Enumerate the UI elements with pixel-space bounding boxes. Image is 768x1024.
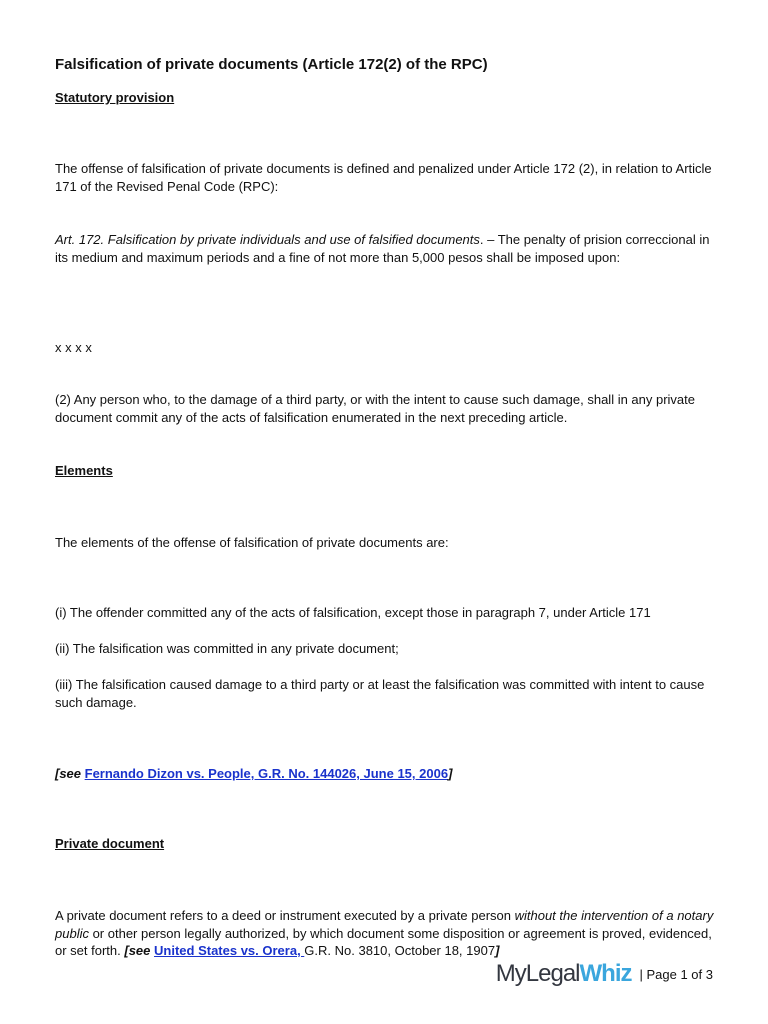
citation-close-bracket: ]: [448, 766, 453, 781]
element-item-3: (iii) The falsification caused damage to a third party or at least the falsification was committed with intent to cause such damage.: [55, 677, 705, 710]
orera-citation-rest: G.R. No. 3810, October 18, 1907: [304, 943, 496, 958]
element-item-1: (i) The offender committed any of the acts of falsification, except those in paragraph 7, under Article 171: [55, 605, 651, 620]
logo-legal-text: Legal: [525, 960, 580, 987]
private-document-paragraph: [55, 907, 720, 960]
document-page: [55, 0, 720, 1024]
omission-marker: x x x x: [55, 340, 92, 355]
page-footer: [496, 960, 713, 988]
mylegalwhiz-logo: [496, 960, 632, 988]
clause-2-paragraph: (2) Any person who, to the damage of a third party, or with the intent to cause such damage, shall in any private document commit any of the acts of falsification enumerated in the next preceding article.: [55, 392, 696, 425]
article-172-paragraph: [55, 231, 720, 266]
page-number: | Page 1 of 3: [639, 966, 713, 982]
elements-citation: [55, 765, 720, 783]
elements-intro-paragraph: The elements of the offense of falsification of private documents are:: [55, 535, 449, 550]
heading-private-document: Private document: [55, 836, 165, 851]
heading-statutory-provision: Statutory provision: [55, 90, 175, 105]
statutory-intro-paragraph: The offense of falsification of private documents is defined and penalized under Article 172 (2), in relation to Article 171 of the Revised Penal Code (RPC):: [55, 161, 712, 194]
logo-my-text: My: [495, 960, 526, 987]
citation-link-orera[interactable]: United States vs. Orera,: [154, 943, 305, 958]
article-172-text: . – The penalty of prision correccional in its medium and maximum periods and a fine of not more than 5,000 pesos shall be imposed upon:: [55, 232, 710, 265]
private-document-italic: without the intervention of a notary public: [55, 908, 714, 941]
document-title: Falsification of private documents (Article 172(2) of the RPC): [55, 56, 488, 73]
orera-citation-open: [see: [124, 943, 155, 958]
orera-citation-close: ]: [495, 943, 500, 958]
citation-open-bracket: [see: [55, 766, 85, 781]
private-document-text-1: A private document refers to a deed or instrument executed by a private person: [55, 908, 515, 923]
private-document-text-2: or other person legally authorized, by which document some disposition or agreement is proved, evidenced, or set forth.: [55, 925, 712, 958]
citation-link-dizon[interactable]: Fernando Dizon vs. People, G.R. No. 144026, June 15, 2006: [84, 766, 449, 781]
article-172-title: Art. 172. Falsification by private individuals and use of falsified documents: [55, 232, 480, 247]
logo-whiz-text: Whiz: [579, 960, 632, 987]
element-item-2: (ii) The falsification was committed in any private document;: [55, 641, 399, 656]
heading-elements: Elements: [55, 463, 113, 478]
